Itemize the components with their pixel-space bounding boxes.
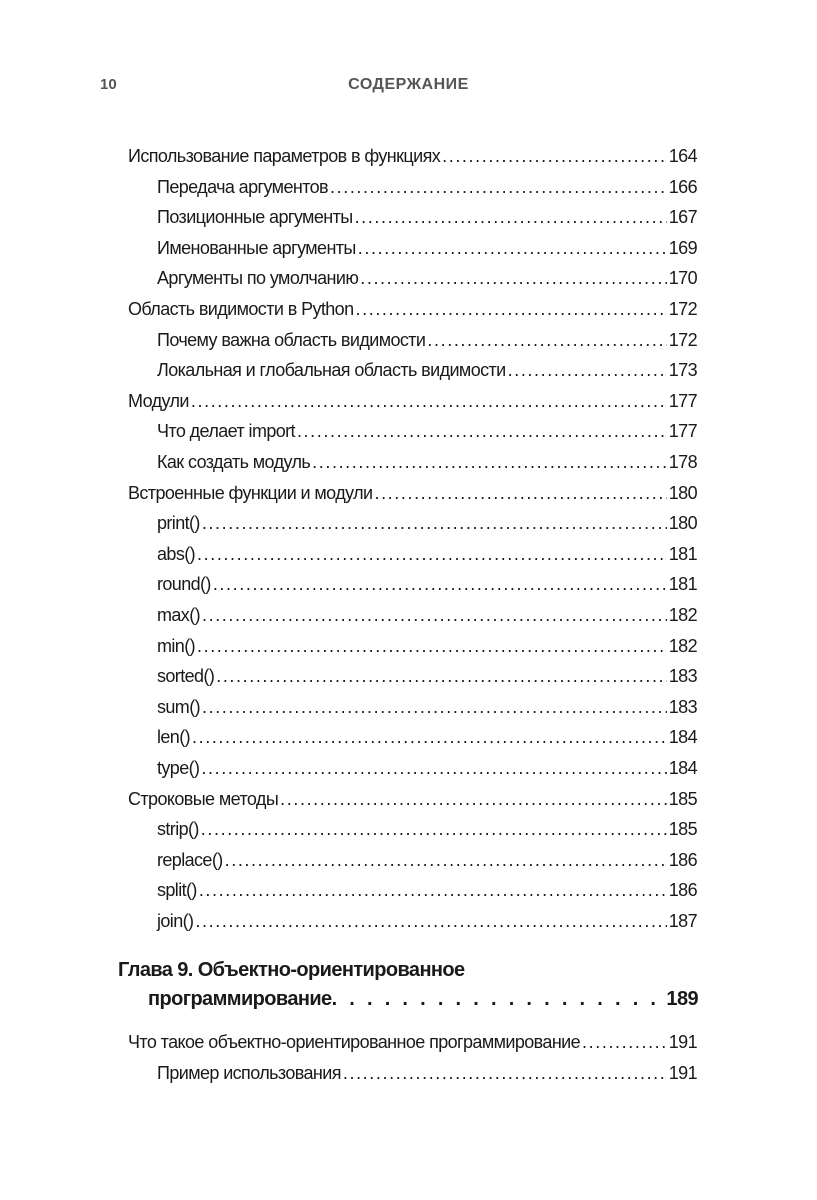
toc-entry-page: 180 [668,513,697,534]
toc-entry-title: Область видимости в Python [128,299,354,319]
toc-subentry [157,722,697,752]
toc-subentry [157,263,697,293]
dot-leader [197,631,667,661]
toc-entry-title: abs() [157,543,196,564]
dot-leader [216,661,667,691]
dot-leader [356,294,667,324]
toc-entry [128,386,697,416]
toc-entry-page: 184 [668,727,697,748]
toc-subentry [157,447,697,477]
toc-subentry [157,539,697,569]
toc-entry-title: split() [157,880,197,901]
chapter-title-text: программирование [148,988,332,1010]
toc-entry-page: 167 [668,207,697,228]
dot-leader [201,814,667,844]
toc-entry-page: 191 [668,1062,697,1083]
toc-subentry [157,661,697,691]
toc-entry-title: min() [157,635,195,656]
toc-entry-page: 187 [668,911,697,931]
toc-entry-title: len() [157,727,191,748]
chapter-title-line1: Глава 9. Объектно-ориентированное [118,959,465,981]
toc-subentry [157,355,697,385]
toc-subentry [157,1058,697,1088]
dot-leader [297,416,667,446]
dot-leader [343,1058,667,1088]
toc-entry-title: Локальная и глобальная область видимости [157,360,506,381]
dot-leader [582,1027,667,1057]
toc-entry-title: Аргументы по умолчанию [157,268,359,289]
toc-subentry [157,416,697,446]
page-number: 10 [100,76,117,93]
toc-subentry [157,569,697,599]
dot-leader [360,263,667,293]
toc-subentry [157,202,697,232]
toc-entry-page: 173 [668,360,697,381]
toc-entry-title: join() [157,911,194,931]
dot-leader [225,845,667,875]
toc-entry-page: 185 [668,819,697,840]
toc-entry-page: 169 [668,237,697,258]
toc-subentry [157,845,697,875]
toc-subentry [157,233,697,263]
toc-entry-title: Передача аргументов [157,176,329,197]
toc-entry [128,294,697,324]
toc-entry-title: strip() [157,819,199,840]
toc-entry-title: print() [157,513,200,534]
toc-entry-title: Строковые методы [128,788,279,809]
toc-entry-page: 178 [668,452,697,472]
dot-leader [332,985,661,1013]
toc-subentry [157,600,697,630]
toc-entry-title: type() [157,758,200,778]
toc-entry-page: 183 [668,696,697,717]
toc-entry [128,784,697,814]
toc-subentry [157,692,697,722]
dot-leader [374,478,666,508]
toc-entry-page: 182 [668,605,697,625]
dot-leader [312,447,667,477]
chapter-page: 189 [666,988,698,1010]
toc-entry-page: 166 [668,176,697,197]
toc-entry-page: 172 [668,299,697,319]
toc-subentry [157,875,697,905]
toc-entry-title: Пример использования [157,1062,341,1083]
toc-entry-page: 177 [668,421,697,442]
dot-leader [280,784,667,814]
toc-entry-page: 191 [668,1032,697,1052]
toc-entry-page: 181 [668,574,697,595]
toc-entry-title: Как создать модуль [157,452,311,472]
toc-entry-title: replace() [157,849,223,870]
toc-subentry [157,814,697,844]
toc-entry-title: Встроенные функции и модули [128,482,373,503]
toc-entry-title: Почему важна область видимости [157,329,426,350]
toc-entry-title: Что делает import [157,421,295,442]
toc-entry-page: 183 [668,666,697,687]
dot-leader [202,600,667,630]
toc-entry [128,141,697,171]
toc-entry-title: round() [157,574,211,595]
dot-leader [192,722,667,752]
toc-entry-page: 177 [668,390,697,411]
dot-leader [195,906,666,936]
dot-leader [358,233,667,263]
toc-entry-title: Именованные аргументы [157,237,356,258]
toc-entry-title: Использование параметров в функциях [128,146,441,166]
dot-leader [508,355,667,385]
toc-subentry [157,906,697,936]
dot-leader [202,692,667,722]
toc-subentry [157,172,697,202]
toc-entry-title: Позиционные аргументы [157,207,353,228]
toc-entry-page: 186 [668,849,697,870]
toc-entry [128,478,697,508]
toc-subentry [157,508,697,538]
dot-leader [191,386,667,416]
toc-subentry [157,753,697,783]
toc-entry-page: 184 [668,758,697,778]
toc-subentry [157,325,697,355]
toc-entry-page: 170 [668,268,697,289]
dot-leader [427,325,666,355]
toc-entry-title: sorted() [157,666,215,687]
toc-entry-page: 181 [668,543,697,564]
toc-entry-title: Что такое объектно-ориентированное программирование [128,1032,581,1052]
dot-leader [355,202,667,232]
dot-leader [202,508,667,538]
dot-leader [199,875,667,905]
chapter-title-line2 [148,985,698,1013]
toc-entry-title: max() [157,605,200,625]
dot-leader [330,172,667,202]
toc-subentry [157,631,697,661]
dot-leader [201,753,666,783]
toc-entry-title: Модули [128,390,189,411]
toc-entry-title: sum() [157,696,200,717]
toc-entry-page: 185 [668,788,697,809]
toc-entry-page: 182 [668,635,697,656]
dot-leader [213,569,667,599]
dot-leader [197,539,667,569]
toc-entry-page: 180 [668,482,697,503]
toc-entry [128,1027,697,1057]
running-header: СОДЕРЖАНИЕ [348,76,469,93]
toc-entry-page: 186 [668,880,697,901]
dot-leader [442,141,667,171]
toc-entry-page: 164 [668,146,697,166]
toc-entry-page: 172 [668,329,697,350]
